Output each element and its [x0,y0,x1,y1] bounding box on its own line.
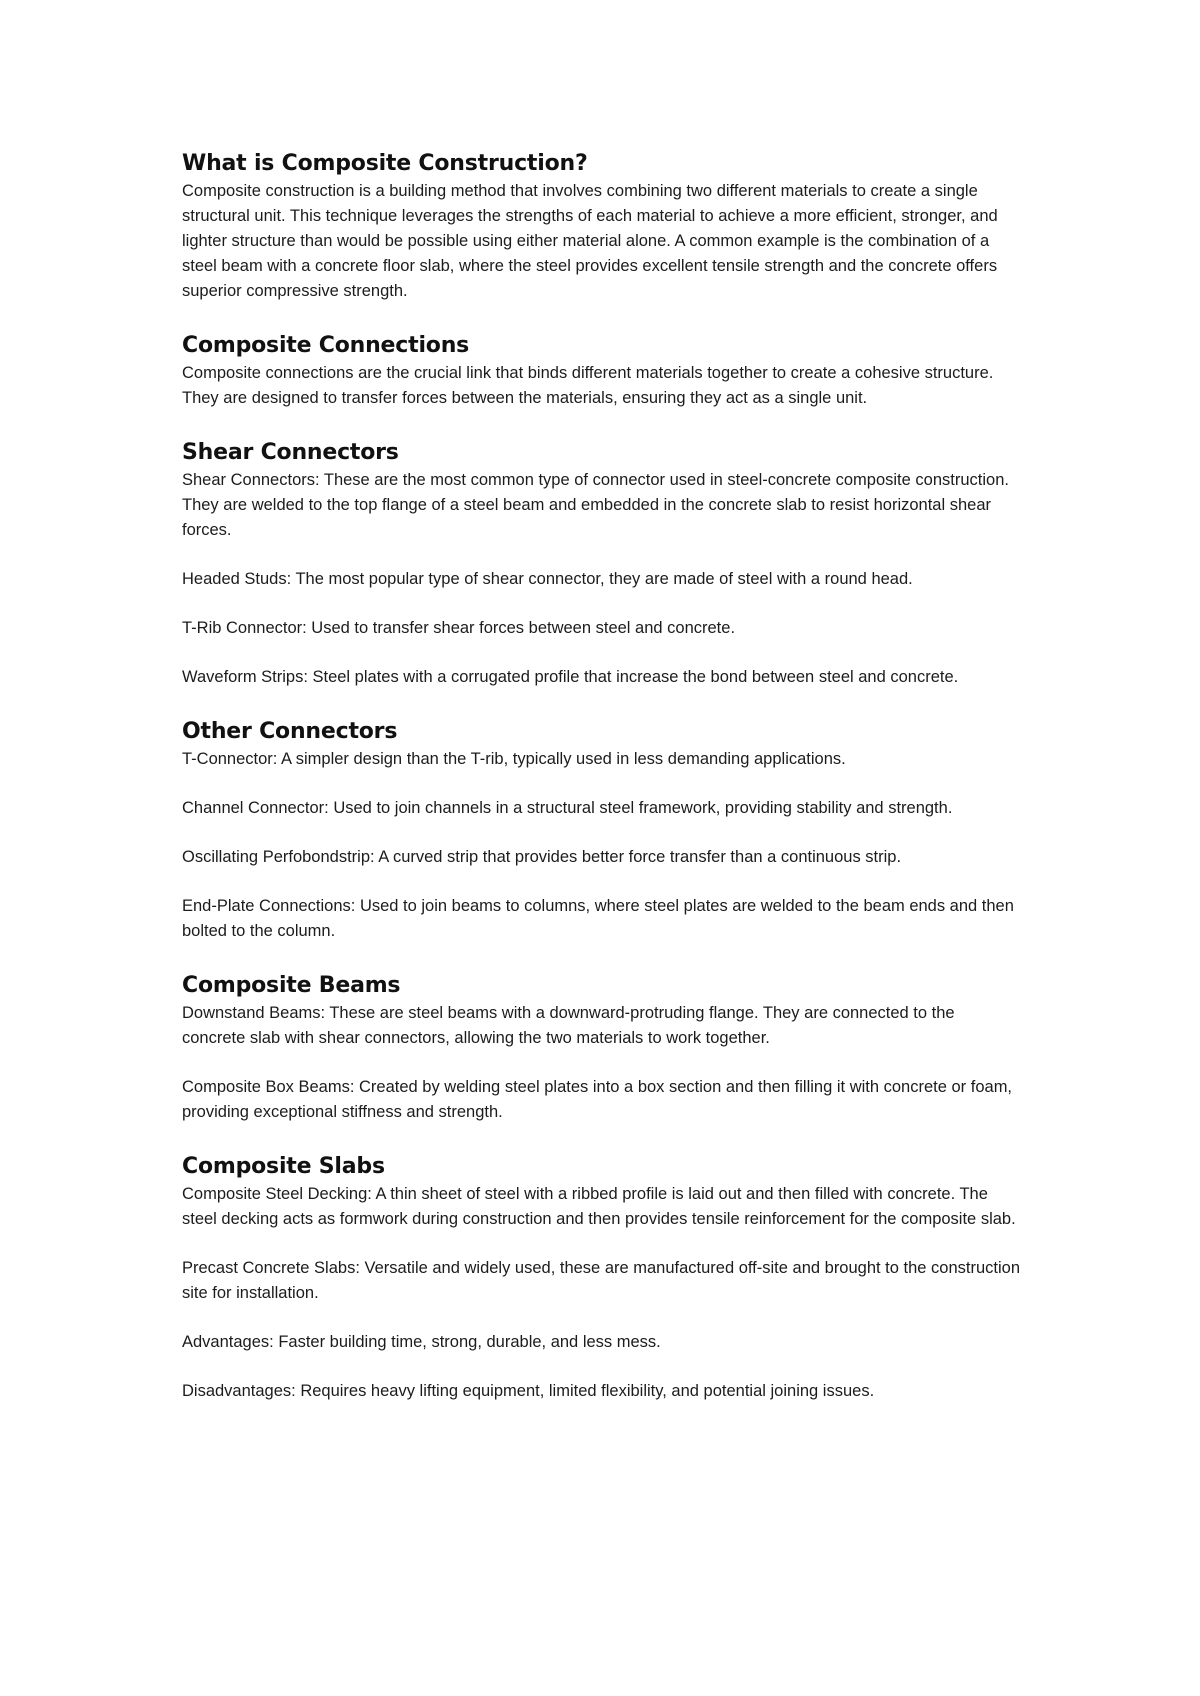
section-heading: Shear Connectors [182,440,399,465]
section-shear-connectors [182,437,1022,690]
document-body [182,148,1022,1430]
section-heading: Composite Connections [182,333,470,358]
paragraph: Advantages: Faster building time, strong, durable, and less mess. [182,1333,661,1351]
paragraph: Headed Studs: The most popular type of shear connector, they are made of steel with a round head. [182,570,913,588]
section-heading: Other Connectors [182,719,398,744]
paragraph: Shear Connectors: These are the most common type of connector used in steel-concrete composite construction. They are welded to the top flange of a steel beam and embedded in the concrete slab to resist horizontal shear forces. [182,471,1009,539]
paragraph: Composite Steel Decking: A thin sheet of steel with a ribbed profile is laid out and then filled with concrete. The steel decking acts as formwork during construction and then provides tensile reinforcement for the composite slab. [182,1185,1016,1228]
paragraph: Composite connections are the crucial link that binds different materials together to create a cohesive structure. They are designed to transfer forces between the materials, ensuring they act as a single unit. [182,364,994,407]
paragraph: Downstand Beams: These are steel beams with a downward-protruding flange. They are connected to the concrete slab with shear connectors, allowing the two materials to work together. [182,1004,955,1047]
paragraph: T-Rib Connector: Used to transfer shear forces between steel and concrete. [182,619,736,637]
paragraph: Channel Connector: Used to join channels in a structural steel framework, providing stability and strength. [182,799,953,817]
section-composite-connections [182,330,1022,411]
paragraph: Oscillating Perfobondstrip: A curved strip that provides better force transfer than a continuous strip. [182,848,902,866]
paragraph: End-Plate Connections: Used to join beams to columns, where steel plates are welded to the beam ends and then bolted to the column. [182,897,1014,940]
section-composite-construction [182,148,1022,304]
section-other-connectors [182,716,1022,944]
paragraph: Waveform Strips: Steel plates with a corrugated profile that increase the bond between steel and concrete. [182,668,959,686]
paragraph: Composite Box Beams: Created by welding steel plates into a box section and then filling it with concrete or foam, providing exceptional stiffness and strength. [182,1078,1013,1121]
paragraph: Precast Concrete Slabs: Versatile and widely used, these are manufactured off-site and brought to the construction site for installation. [182,1259,1021,1302]
paragraph: Disadvantages: Requires heavy lifting equipment, limited flexibility, and potential joining issues. [182,1382,875,1400]
section-heading: Composite Beams [182,973,401,998]
paragraph: Composite construction is a building method that involves combining two different materials to create a single structural unit. This technique leverages the strengths of each material to achieve a more efficient, stronger, and lighter structure than would be possible using either material alone. A common example is the combination of a steel beam with a concrete floor slab, where the steel provides excellent tensile strength and the concrete offers superior compressive strength. [182,182,998,300]
section-heading: Composite Slabs [182,1154,385,1179]
section-composite-slabs [182,1151,1022,1404]
paragraph: T-Connector: A simpler design than the T-rib, typically used in less demanding applications. [182,750,846,768]
section-composite-beams [182,970,1022,1125]
section-heading: What is Composite Construction? [182,151,588,176]
